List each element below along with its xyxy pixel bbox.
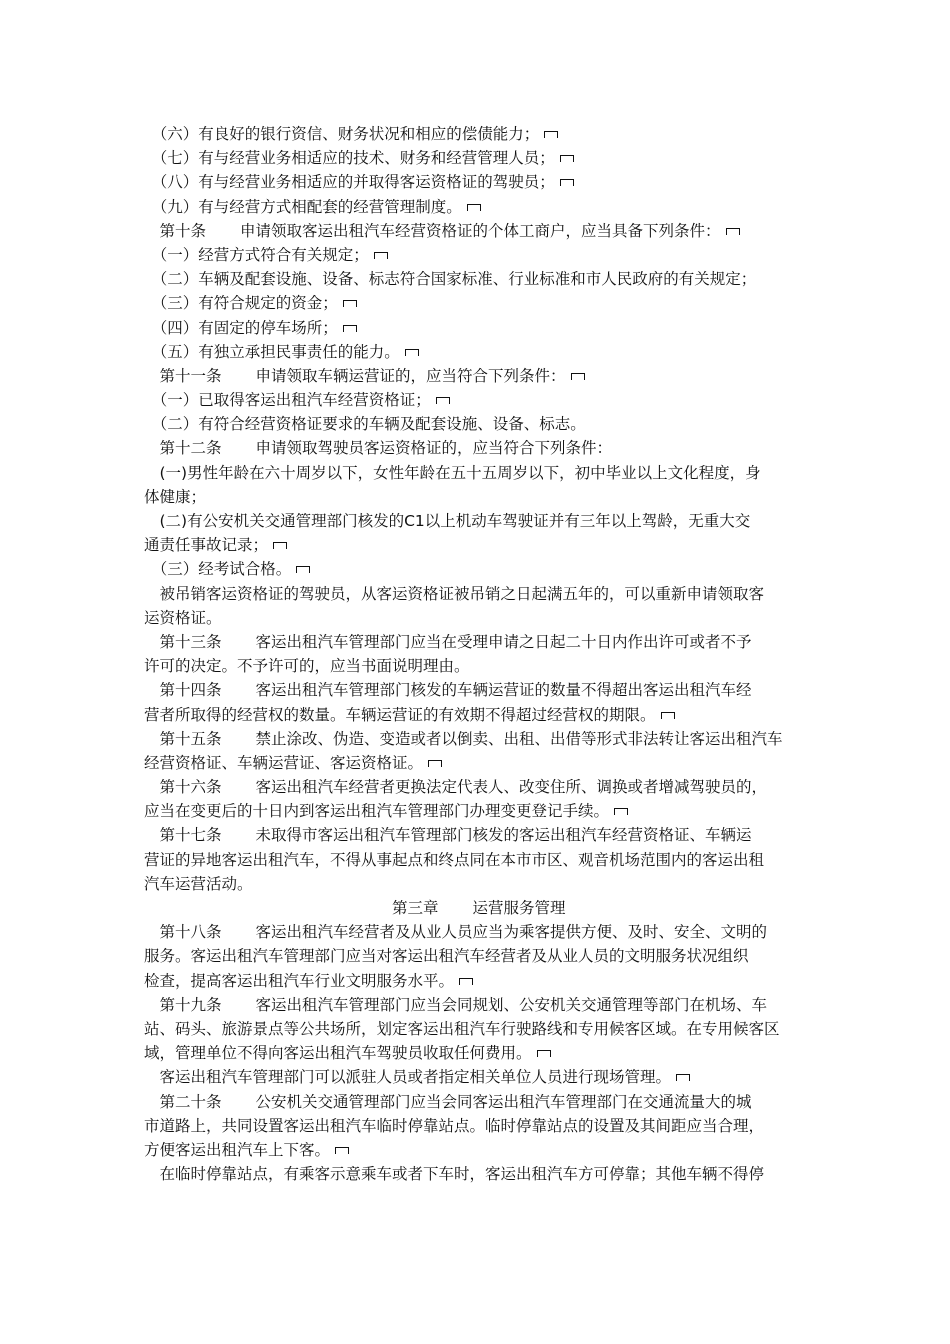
line-text-continued: 运营服务管理 [472, 899, 566, 917]
text-line [144, 533, 814, 557]
paragraph-mark-icon [273, 542, 287, 549]
paragraph-mark-icon [544, 131, 558, 138]
line-text-continued: 客运出租汽车管理部门应当在受理申请之日起二十日内作出许可或者不予 [255, 632, 752, 651]
text-line [144, 630, 814, 654]
line-text: （三）经考试合格。 [144, 560, 292, 579]
text-line [144, 1162, 814, 1186]
line-text: （二）有符合经营资格证要求的车辆及配套设施、设备、标志。 [144, 415, 586, 434]
text-line [144, 1114, 814, 1138]
text-line [144, 316, 814, 340]
line-text: 检查，提高客运出租汽车行业文明服务水平。 [144, 971, 455, 990]
line-text: 第二十条 [144, 1092, 222, 1111]
line-text: 第十二条 [144, 439, 222, 458]
text-line [144, 582, 814, 606]
text-line [144, 993, 814, 1017]
text-line [144, 823, 814, 847]
line-text: （五）有独立承担民事责任的能力。 [144, 342, 400, 361]
text-line [144, 412, 814, 436]
paragraph-mark-icon [343, 325, 357, 332]
text-line [144, 364, 814, 388]
line-text: 第十八条 [144, 923, 222, 942]
text-line [144, 1065, 814, 1089]
text-line [144, 678, 814, 702]
line-text: （七）有与经营业务相适应的技术、财务和经营管理人员； [144, 149, 555, 168]
paragraph-mark-icon [467, 204, 481, 211]
line-text: 站、码头、旅游景点等公共场所，划定客运出租汽车行驶路线和专用候客区域。在专用候客区 [144, 1019, 780, 1038]
line-text: （九）有与经营方式相配套的经营管理制度。 [144, 197, 462, 216]
text-line [144, 557, 814, 581]
text-line [144, 195, 814, 219]
paragraph-mark-icon [560, 155, 574, 162]
line-text: 被吊销客运资格证的驾驶员，从客运资格证被吊销之日起满五年的，可以重新申请领取客 [144, 584, 765, 603]
text-line [144, 291, 814, 315]
text-line [144, 799, 814, 823]
text-line [144, 436, 814, 460]
text-line [144, 485, 814, 509]
line-text: （四）有固定的停车场所； [144, 318, 338, 337]
text-line [144, 848, 814, 872]
text-line [144, 219, 814, 243]
line-text: 运资格证。 [144, 608, 222, 627]
paragraph-mark-icon [459, 978, 473, 985]
line-text: （一）经营方式符合有关规定； [144, 245, 369, 264]
paragraph-mark-icon [405, 349, 419, 356]
line-text: 第十六条 [144, 778, 222, 797]
paragraph-mark-icon [296, 566, 310, 573]
text-line [144, 267, 814, 291]
text-line [144, 727, 814, 751]
line-text: 第十条 [144, 221, 207, 240]
paragraph-mark-icon [537, 1050, 551, 1057]
line-text: 第十五条 [144, 729, 222, 748]
regulation-text [144, 122, 814, 1186]
line-text: 第十四条 [144, 681, 222, 700]
line-text: 服务。客运出租汽车管理部门应当对客运出租汽车经营者及从业人员的文明服务状况组织 [144, 947, 749, 966]
text-line [144, 872, 814, 896]
paragraph-mark-icon [428, 760, 442, 767]
line-text: 域，管理单位不得向客运出租汽车驾驶员收取任何费用。 [144, 1044, 532, 1063]
text-line [144, 654, 814, 678]
line-text: 体健康； [144, 487, 207, 506]
line-text-continued: 禁止涂改、伪造、变造或者以倒卖、出租、出借等形式非法转让客运出租汽车 [255, 729, 783, 748]
line-text-continued: 客运出租汽车经营者及从业人员应当为乘客提供方便、及时、安全、文明的 [255, 923, 768, 942]
line-text: （六）有良好的银行资信、财务状况和相应的偿债能力； [144, 125, 540, 143]
text-line [144, 1090, 814, 1114]
text-line [144, 170, 814, 194]
paragraph-mark-icon [571, 373, 585, 380]
paragraph-mark-icon [726, 228, 740, 235]
line-text-continued: 未取得市客运出租汽车管理部门核发的客运出租汽车经营资格证、车辆运 [255, 826, 752, 845]
text-line [144, 703, 814, 727]
line-text: 客运出租汽车管理部门可以派驻人员或者指定相关单位人员进行现场管理。 [144, 1068, 672, 1087]
line-text-continued: 申请领取驾驶员客运资格证的，应当符合下列条件： [255, 439, 613, 458]
paragraph-mark-icon [560, 179, 574, 186]
text-line [144, 944, 814, 968]
line-text: 第十七条 [144, 826, 222, 845]
line-text-continued: 公安机关交通管理部门应当会同客运出租汽车管理部门在交通流量大的城 [255, 1092, 752, 1111]
text-line [144, 243, 814, 267]
line-text: 通责任事故记录； [144, 536, 269, 555]
paragraph-mark-icon [335, 1147, 349, 1154]
paragraph-mark-icon [436, 397, 450, 404]
text-line [144, 340, 814, 364]
text-line [144, 1138, 814, 1162]
paragraph-mark-icon [343, 300, 357, 307]
paragraph-mark-icon [374, 252, 388, 259]
line-text: 汽车运营活动。 [144, 874, 253, 893]
text-line [144, 606, 814, 630]
line-text: 第十一条 [144, 366, 222, 385]
line-text: 第三章 [144, 899, 439, 917]
line-text: （二）车辆及配套设施、设备、标志符合国家标准、行业标准和市人民政府的有关规定； [144, 270, 757, 289]
text-line [144, 388, 814, 412]
text-line [144, 146, 814, 170]
paragraph-mark-icon [676, 1074, 690, 1081]
line-text-continued: 客运出租汽车经营者更换法定代表人、改变住所、调换或者增减驾驶员的， [255, 778, 768, 797]
line-text: 方便客运出租汽车上下客。 [144, 1140, 331, 1159]
paragraph-mark-icon [661, 712, 675, 719]
line-text: 第十三条 [144, 632, 222, 651]
line-text: （一）已取得客运出租汽车经营资格证； [144, 391, 431, 410]
line-text: (一)男性年龄在六十周岁以下，女性年龄在五十五周岁以下，初中毕业以上文化程度，身 [144, 463, 761, 482]
line-text-continued: 申请领取车辆运营证的，应当符合下列条件： [255, 366, 566, 385]
line-text: 市道路上，共同设置客运出租汽车临时停靠站点。临时停靠站点的设置及其间距应当合理， [144, 1116, 765, 1135]
paragraph-mark-icon [614, 808, 628, 815]
line-text: 第十九条 [144, 995, 222, 1014]
text-line [144, 1017, 814, 1041]
text-line [144, 896, 814, 920]
line-text: （八）有与经营业务相适应的并取得客运资格证的驾驶员； [144, 173, 555, 192]
text-line [144, 1041, 814, 1065]
line-text: （三）有符合规定的资金； [144, 294, 338, 313]
text-line [144, 509, 814, 533]
line-text-continued: 客运出租汽车管理部门应当会同规划、公安机关交通管理等部门在机场、车 [255, 995, 768, 1014]
line-text: 许可的决定。不予许可的，应当书面说明理由。 [144, 657, 470, 676]
line-text: 在临时停靠站点，有乘客示意乘车或者下车时，客运出租汽车方可停靠；其他车辆不得停 [144, 1165, 765, 1184]
text-line [144, 775, 814, 799]
text-line [144, 461, 814, 485]
line-text-continued: 申请领取客运出租汽车经营资格证的个体工商户，应当具备下列条件： [240, 221, 721, 240]
text-line [144, 122, 814, 146]
text-line [144, 751, 814, 775]
line-text: 经营资格证、车辆运营证、客运资格证。 [144, 753, 424, 772]
text-line [144, 920, 814, 944]
line-text: 营证的异地客运出租汽车，不得从事起点和终点同在本市市区、观音机场范围内的客运出租 [144, 850, 765, 869]
text-line [144, 969, 814, 993]
line-text: 应当在变更后的十日内到客运出租汽车管理部门办理变更登记手续。 [144, 802, 610, 821]
line-text-continued: 客运出租汽车管理部门核发的车辆运营证的数量不得超出客运出租汽车经 [255, 681, 752, 700]
line-text: 营者所取得的经营权的数量。车辆运营证的有效期不得超过经营权的期限。 [144, 705, 656, 724]
line-text: (二)有公安机关交通管理部门核发的C1以上机动车驾驶证并有三年以上驾龄，无重大交 [144, 512, 751, 530]
